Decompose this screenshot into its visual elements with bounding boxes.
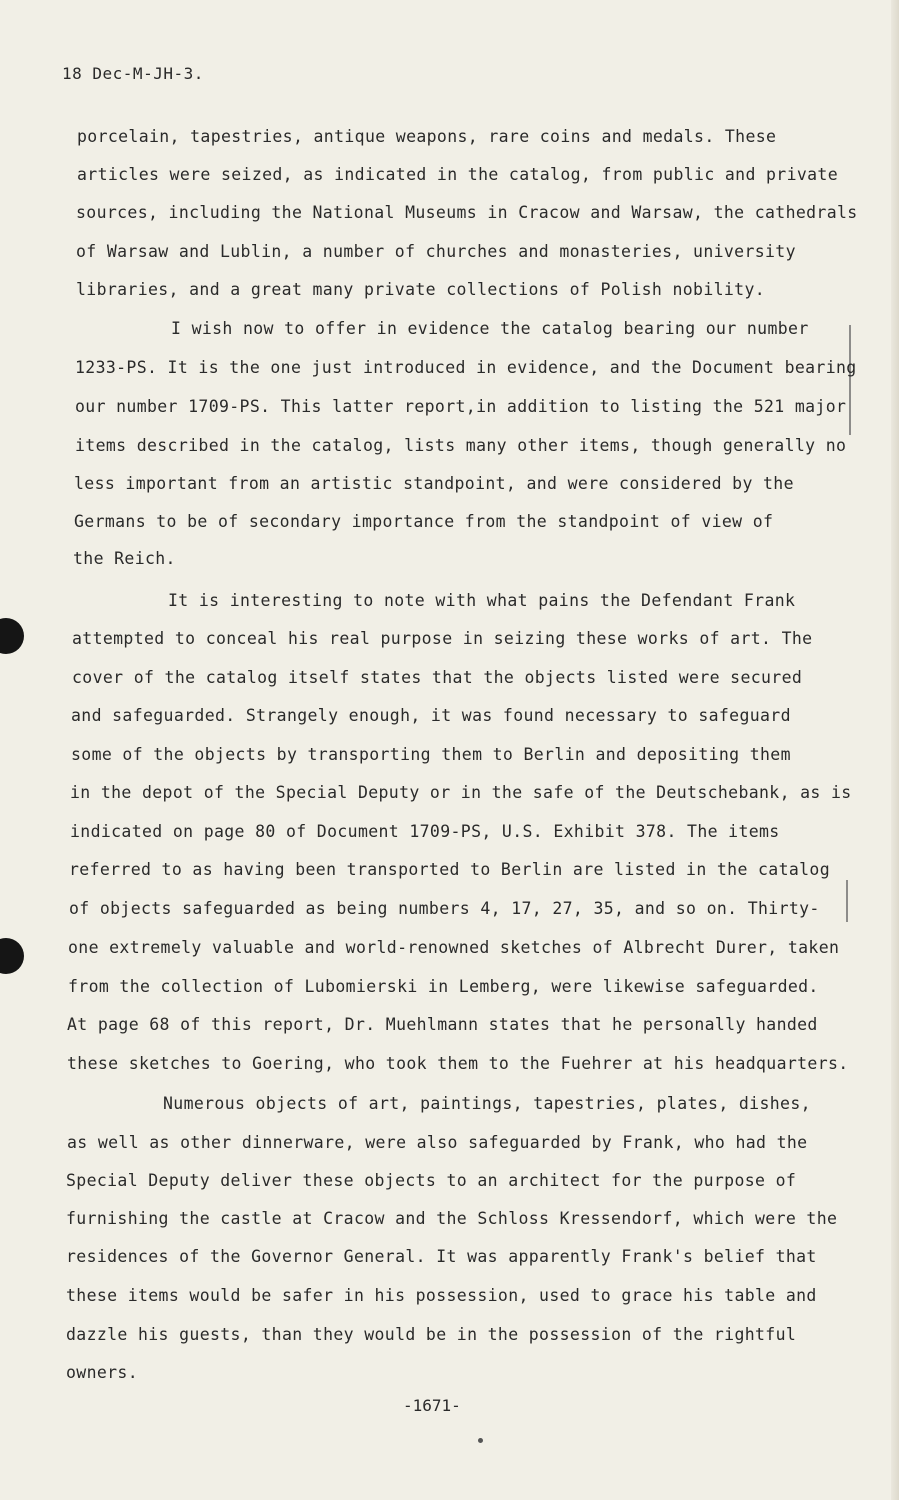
text-line: At page 68 of this report, Dr. Muehlmann states that he personally handed [67, 1015, 818, 1034]
ink-dot [478, 1438, 483, 1443]
text-line: some of the objects by transporting them to Berlin and depositing them [71, 745, 791, 764]
text-line: less important from an artistic standpoint, and were considered by the [74, 474, 794, 493]
text-line: 1233-PS. It is the one just introduced in evidence, and the Document bearing [75, 358, 857, 377]
text-line: articles were seized, as indicated in the catalog, from public and private [77, 165, 839, 184]
text-line: It is interesting to note with what pains the Defendant Frank [168, 591, 796, 610]
text-line: residences of the Governor General. It was apparently Frank's belief that [66, 1247, 817, 1266]
text-line: Special Deputy deliver these objects to an architect for the purpose of [66, 1171, 797, 1190]
text-line: of Warsaw and Lublin, a number of churches and monasteries, university [76, 242, 796, 261]
text-line: Numerous objects of art, paintings, tapestries, plates, dishes, [163, 1094, 811, 1113]
text-line: dazzle his guests, than they would be in the possession of the rightful [66, 1325, 797, 1344]
text-line: porcelain, tapestries, antique weapons, rare coins and medals. These [77, 127, 777, 146]
text-line: of objects safeguarded as being numbers 4, 17, 27, 35, and so on. Thirty- [69, 899, 820, 918]
text-line: these sketches to Goering, who took them to the Fuehrer at his headquarters. [67, 1054, 849, 1073]
margin-mark-upper [849, 325, 851, 435]
text-line: libraries, and a great many private collections of Polish nobility. [76, 280, 766, 299]
document-reference: 18 Dec-M-JH-3. [62, 64, 204, 83]
text-line: our number 1709-PS. This latter report,in addition to listing the 521 major [75, 397, 847, 416]
text-line: owners. [66, 1363, 138, 1382]
page-number: -1671- [403, 1396, 461, 1415]
binder-hole-lower [0, 938, 24, 974]
text-line: attempted to conceal his real purpose in seizing these works of art. The [72, 629, 813, 648]
text-line: in the depot of the Special Deputy or in the safe of the Deutschebank, as is [70, 783, 852, 802]
text-line: the Reich. [73, 549, 176, 568]
text-line: one extremely valuable and world-renowned sketches of Albrecht Durer, taken [68, 938, 840, 957]
text-line: sources, including the National Museums in Cracow and Warsaw, the cathedrals [76, 203, 858, 222]
text-line: and safeguarded. Strangely enough, it was found necessary to safeguard [71, 706, 791, 725]
margin-mark-lower [846, 880, 848, 922]
text-line: these items would be safer in his possession, used to grace his table and [66, 1286, 817, 1305]
text-line: indicated on page 80 of Document 1709-PS, U.S. Exhibit 378. The items [70, 822, 780, 841]
text-line: items described in the catalog, lists many other items, though generally no [75, 436, 847, 455]
page-edge [891, 0, 899, 1500]
text-line: from the collection of Lubomierski in Lemberg, were likewise safeguarded. [68, 977, 819, 996]
text-line: cover of the catalog itself states that the objects listed were secured [72, 668, 803, 687]
text-line: I wish now to offer in evidence the catalog bearing our number [171, 319, 809, 338]
text-line: furnishing the castle at Cracow and the Schloss Kressendorf, which were the [66, 1209, 838, 1228]
text-line: as well as other dinnerware, were also safeguarded by Frank, who had the [67, 1133, 808, 1152]
text-line: referred to as having been transported to Berlin are listed in the catalog [69, 860, 831, 879]
binder-hole-upper [0, 618, 24, 654]
text-line: Germans to be of secondary importance from the standpoint of view of [74, 512, 774, 531]
